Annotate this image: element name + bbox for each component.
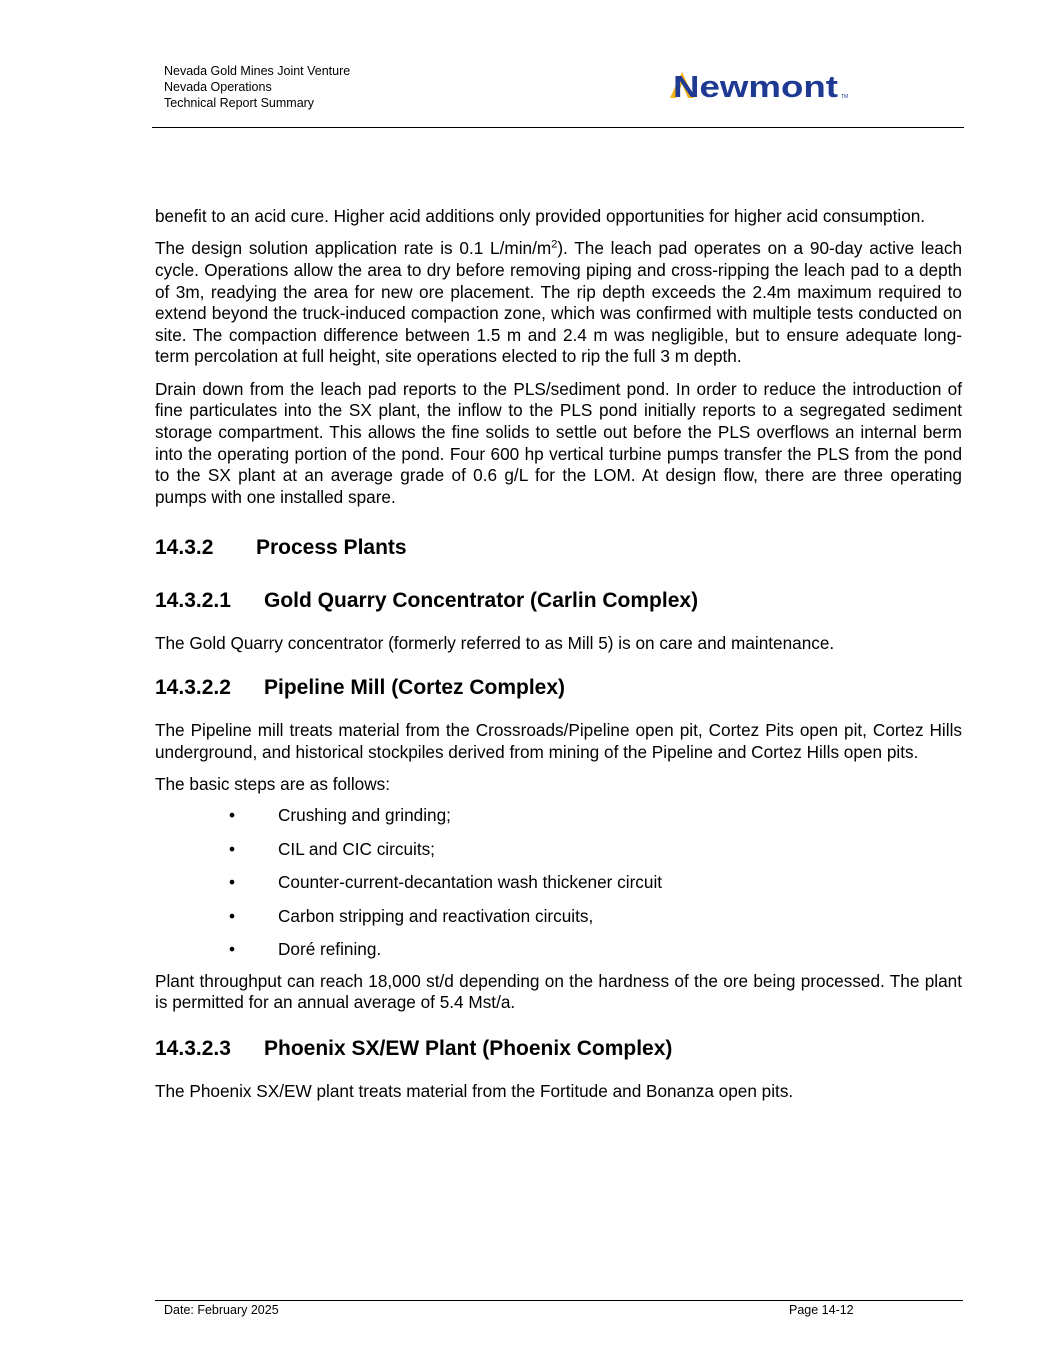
bullet-glyph: •: [229, 939, 236, 960]
heading-title: Pipeline Mill (Cortez Complex): [264, 675, 566, 699]
heading-14-3-2-1: [155, 588, 962, 614]
superscript-2: 2: [551, 238, 558, 251]
header-divider: [152, 127, 964, 128]
paragraph-drain-down: Drain down from the leach pad reports to the PLS/sediment pond. In order to reduce the introduction of fine particulates into the SX plant, the inflow to the PLS pond initially reports to a segregated sediment storage compartment. This allows the fine solids to settle out before the PLS overflows an internal berm into the operating portion of the pond. Four 600 hp vertical turbine pumps transfer the PLS from the pond to the SX plant at an average grade of 0.6 g/L for the LOM. At design flow, there are three operating pumps with one installed spare.: [155, 378, 962, 507]
header-company: Nevada Gold Mines Joint Venture: [164, 64, 351, 78]
list-item-text: Carbon stripping and reactivation circuits,: [278, 905, 594, 926]
paragraph-basic-steps: The basic steps are as follows:: [155, 773, 391, 794]
list-item-text: Doré refining.: [278, 939, 382, 960]
logo-trademark: TM: [841, 94, 849, 100]
list-item: [155, 872, 962, 894]
bullet-glyph: •: [229, 872, 236, 893]
newmont-logo: [670, 68, 860, 104]
process-steps-list: [155, 805, 962, 960]
heading-title: Process Plants: [256, 536, 407, 560]
document-header: [164, 63, 350, 111]
header-operations: Nevada Operations: [164, 80, 272, 94]
heading-number: 14.3.2.3: [155, 1036, 231, 1060]
bullet-glyph: •: [229, 905, 236, 926]
document-body: [155, 206, 962, 1113]
paragraph-gold-quarry: The Gold Quarry concentrator (formerly referred to as Mill 5) is on care and maintenance.: [155, 633, 835, 654]
heading-14-3-2: [155, 535, 962, 561]
heading-14-3-2-3: [155, 1036, 962, 1062]
footer-page-number: Page 14-12: [789, 1303, 854, 1317]
heading-title: Phoenix SX/EW Plant (Phoenix Complex): [264, 1036, 673, 1060]
list-item: [155, 805, 962, 827]
paragraph-throughput: Plant throughput can reach 18,000 st/d depending on the hardness of the ore being processed. The plant is permitted for an annual average of 5.4 Mst/a.: [155, 970, 962, 1013]
heading-number: 14.3.2.2: [155, 675, 231, 699]
heading-14-3-2-2: [155, 675, 962, 701]
paragraph-pipeline-mill: The Pipeline mill treats material from the Crossroads/Pipeline open pit, Cortez Pits open pit, Cortez Hills underground, and historical stockpiles derived from mining of the Pipeline and Cortez Hills open pits.: [155, 719, 962, 762]
solution-rate-text-a: The design solution application rate is 0.1 L/min/m: [155, 238, 552, 259]
paragraph-phoenix: The Phoenix SX/EW plant treats material from the Fortitude and Bonanza open pits.: [155, 1080, 794, 1101]
bullet-glyph: •: [229, 805, 236, 826]
list-item: [155, 839, 962, 861]
paragraph-solution-rate: [155, 238, 962, 368]
paragraph-acid-cure: benefit to an acid cure. Higher acid additions only provided opportunities for higher acid consumption.: [155, 206, 926, 226]
list-item: [155, 906, 962, 928]
list-item-text: Counter-current-decantation wash thickener circuit: [278, 872, 663, 893]
heading-number: 14.3.2: [155, 536, 214, 560]
heading-number: 14.3.2.1: [155, 589, 231, 613]
list-item: [155, 939, 962, 961]
solution-rate-text-b: ). The leach pad operates on a 90-day active leach cycle. Operations allow the area to dry before removing piping and cross-ripping the leach pad to a depth of 3m, readying the area for new ore placement. The rip depth exceeds the 2.4m maximum required to extend beyond the truck-induced compaction zone, which was confirmed with multiple tests conducted on site. The compaction difference between 1.5 m and 2.4 m was negligible, but to ensure adequate long-term percolation at full height, site operations elected to rip the full 3 m depth.: [155, 238, 962, 367]
header-report-type: Technical Report Summary: [164, 96, 315, 110]
footer-date: Date: February 2025: [164, 1303, 279, 1317]
logo-wordmark: Newmont: [673, 69, 838, 104]
bullet-glyph: •: [229, 838, 236, 859]
footer-divider: [155, 1300, 963, 1301]
heading-title: Gold Quarry Concentrator (Carlin Complex): [264, 589, 699, 613]
list-item-text: CIL and CIC circuits;: [278, 838, 435, 859]
list-item-text: Crushing and grinding;: [278, 805, 451, 826]
